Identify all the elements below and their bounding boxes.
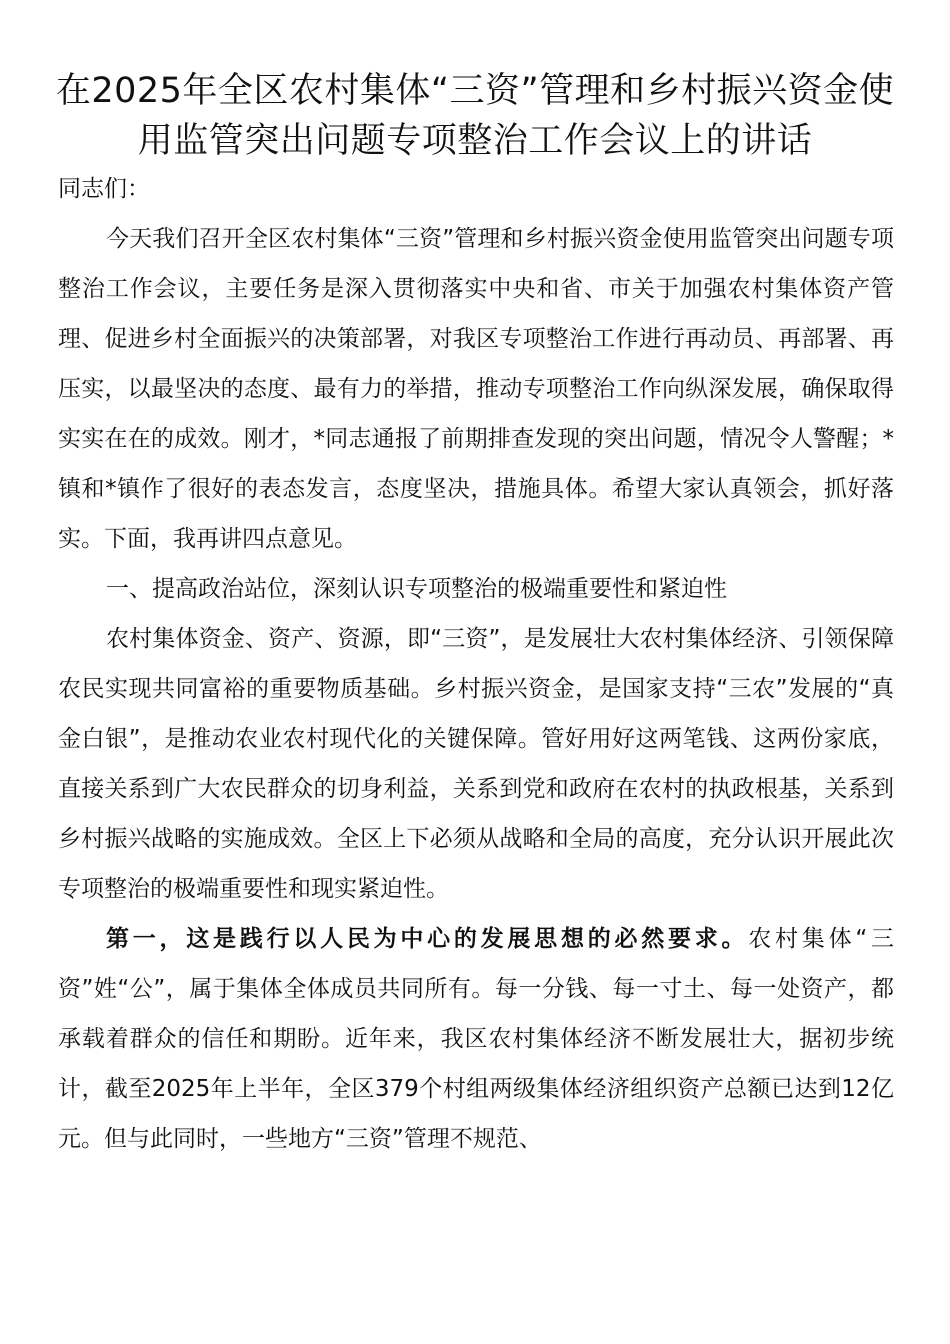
section-1-heading: 一、提高政治站位，深刻认识专项整治的极端重要性和紧迫性 — [106, 576, 727, 602]
point-1-lead: 第一，这是践行以人民为中心的发展思想的必然要求。 — [106, 926, 749, 952]
document-body — [58, 164, 894, 1164]
document-title: 在2025年全区农村集体“三资”管理和乡村振兴资金使用监管突出问题专项整治工作会议上的讲话 — [55, 71, 895, 161]
salutation: 同志们： — [58, 176, 150, 202]
intro-paragraph: 今天我们召开全区农村集体“三资”管理和乡村振兴资金使用监管突出问题专项整治工作会议，主要任务是深入贯彻落实中央和省、市关于加强农村集体资产管理、促进乡村全面振兴的决策部署，对我区专项整治工作进行再动员、再部署、再压实，以最坚决的态度、最有力的举措，推动专项整治工作向纵深发展，确保取得实实在在的成效。刚才，*同志通报了前期排查发现的突出问题，情况令人警醒；*镇和*镇作了很好的表态发言，态度坚决，措施具体。希望大家认真领会，抓好落实。下面，我再讲四点意见。 — [58, 226, 894, 552]
section-1-paragraph: 农村集体资金、资产、资源，即“三资”，是发展壮大农村集体经济、引领保障农民实现共同富裕的重要物质基础。乡村振兴资金，是国家支持“三农”发展的“真金白银”，是推动农业农村现代化的关键保障。管好用好这两笔钱、这两份家底，直接关系到广大农民群众的切身利益，关系到党和政府在农村的执政根基，关系到乡村振兴战略的实施成效。全区上下必须从战略和全局的高度，充分认识开展此次专项整治的极端重要性和现实紧迫性。 — [58, 626, 894, 902]
point-1-body: 农村集体“三资”姓“公”，属于集体全体成员共同所有。每一分钱、每一寸土、每一处资产，都承载着群众的信任和期盼。近年来，我区农村集体经济不断发展壮大，据初步统计，截至2025年上半年，全区379个村组两级集体经济组织资产总额已达到12亿元。但与此同时，一些地方“三资”管理不规范、 — [58, 926, 895, 1152]
point-1-paragraph — [58, 914, 894, 1164]
